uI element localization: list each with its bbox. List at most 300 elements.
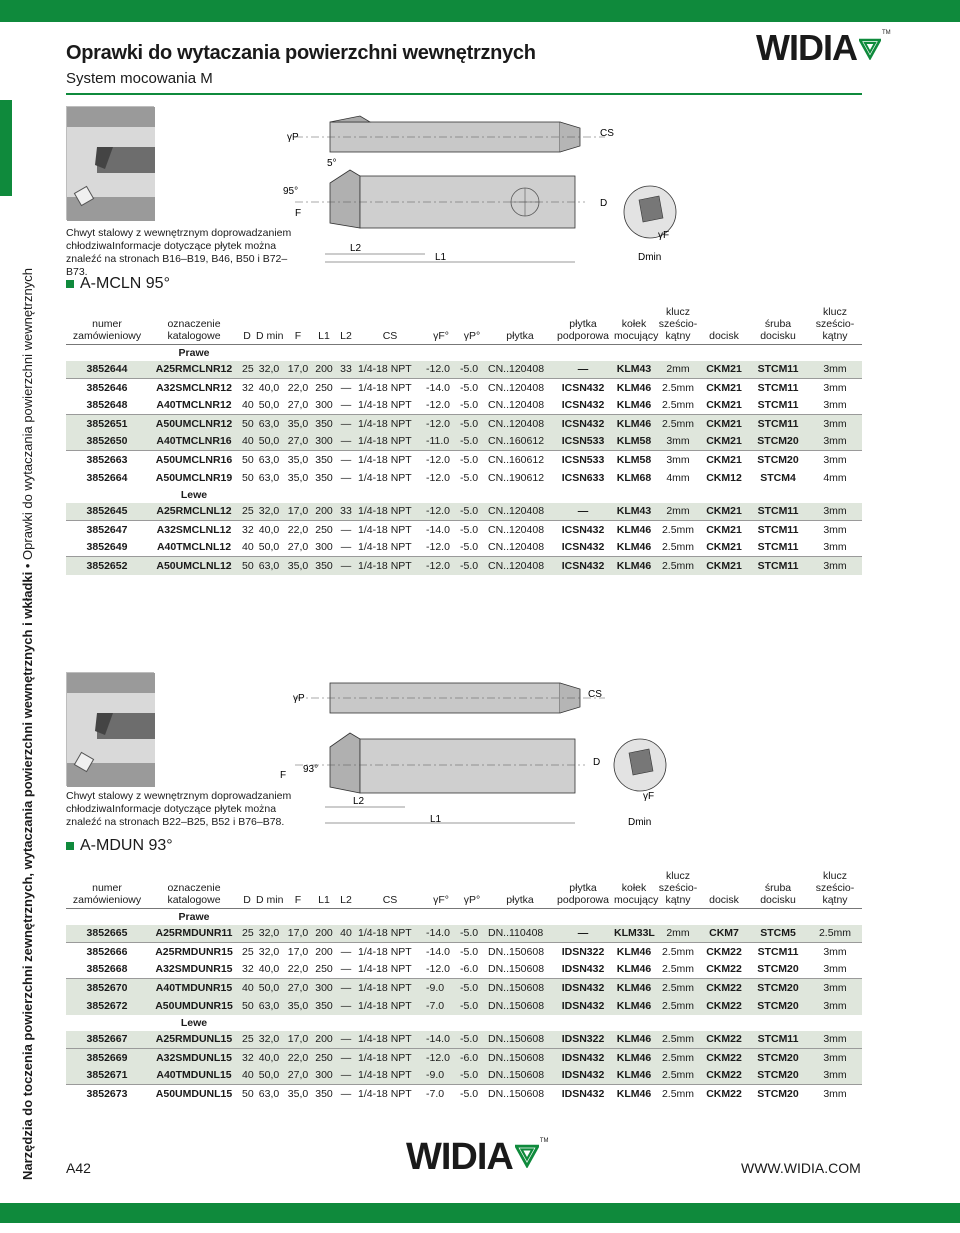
drawing2-l1-label: L1	[430, 814, 442, 825]
table-cell: DN..150608	[486, 943, 554, 961]
table-cell: 22,0	[287, 963, 309, 976]
column-header	[336, 870, 356, 909]
column-header-line: kołek	[621, 882, 647, 894]
table-cell: 1/4-18 NPT	[356, 521, 424, 539]
drawing1-dmin-label: Dmin	[638, 252, 662, 263]
column-header-line: F	[294, 894, 302, 906]
table-group-row	[66, 345, 862, 361]
table-cell: -12.0	[424, 361, 458, 379]
column-header-line: podporowa	[557, 330, 609, 342]
table-cell: STCM11	[748, 557, 808, 575]
table-cell: KLM46	[612, 1049, 656, 1067]
table-cell: 2.5mm	[656, 557, 700, 575]
table-cell: CKM21	[706, 541, 742, 554]
table-cell: KLM58	[612, 433, 656, 451]
table-cell: —	[336, 415, 356, 433]
table-cell: 3mm	[808, 979, 862, 997]
column-header-line: sześcio-	[815, 882, 855, 894]
section2-heading	[66, 837, 173, 855]
table-row	[66, 1049, 862, 1067]
table-row	[66, 397, 862, 415]
column-header-line: kołek	[621, 318, 647, 330]
column-header-line: kątny	[822, 330, 848, 342]
table-cell: -7.0	[424, 1085, 458, 1103]
table-cell: A25RMDUNL15	[148, 1031, 240, 1049]
table-cell: 1/4-18 NPT	[358, 471, 412, 484]
table-cell: CN..160612	[486, 433, 554, 451]
table-cell: IDSN432	[554, 1049, 612, 1067]
table-cell: 25	[240, 503, 254, 521]
table-cell: STCM11	[748, 943, 808, 961]
table-cell: 300	[312, 979, 336, 997]
table-cell: 3mm	[823, 541, 847, 554]
table-cell: CKM21	[700, 503, 748, 521]
table-cell: A32SMDUNL15	[148, 1049, 240, 1067]
table-cell: 3852646	[66, 379, 148, 397]
table-cell: CN..160612	[486, 451, 554, 469]
table-cell: 50,0	[254, 1067, 284, 1085]
table-cell: DN..150608	[488, 963, 545, 976]
column-header-line: śruba	[764, 318, 792, 330]
column-header	[424, 870, 458, 909]
table-cell: ICSN432	[561, 541, 605, 554]
table-cell: 350	[312, 997, 336, 1015]
drawing1-l1-label: L1	[435, 252, 447, 263]
column-header-line: kątny	[665, 330, 691, 342]
table-cell: IDSN322	[554, 1031, 612, 1049]
table-cell: -12.0	[424, 503, 458, 521]
drawing1-d-label: D	[600, 198, 608, 209]
table-cell: -5.0	[460, 471, 479, 484]
table-cell: -7.0	[424, 997, 458, 1015]
table-cell: —	[336, 1031, 356, 1049]
table-cell: DN..150608	[486, 1049, 554, 1067]
table-row	[66, 1031, 862, 1049]
table-cell: -9.0	[424, 1067, 458, 1085]
table-cell: STCM20	[748, 1067, 808, 1085]
table-cell: 3852650	[66, 433, 148, 451]
side-tab-marker	[0, 100, 12, 196]
column-header	[312, 306, 336, 345]
table-row	[66, 469, 862, 487]
column-header-line: L2	[340, 330, 352, 342]
table-cell: 35,0	[287, 471, 309, 484]
column-header	[148, 306, 240, 345]
table-cell: CKM22	[700, 997, 748, 1015]
table-cell: -5.0	[458, 1031, 486, 1049]
column-header-line: CS	[382, 330, 398, 342]
table-cell: -5.0	[458, 997, 486, 1015]
table-cell: 40	[242, 541, 254, 554]
column-header-line: płytka	[569, 882, 597, 894]
table-cell: 350	[315, 471, 333, 484]
table-cell: 27,0	[287, 541, 309, 554]
table-cell: CKM22	[700, 1049, 748, 1067]
table-cell: CN..120408	[486, 379, 554, 397]
table-cell: 50,0	[258, 399, 280, 412]
logo-trademark: TM	[539, 1138, 549, 1144]
table-group-row	[66, 909, 862, 925]
table-cell: 3mm	[808, 379, 862, 397]
column-header	[424, 306, 458, 345]
table-cell: —	[336, 557, 356, 575]
table-cell: A25RMDUNR15	[148, 943, 240, 961]
widia-mark-icon	[859, 38, 881, 60]
table-cell: 2.5mm	[656, 979, 700, 997]
table-cell: 40,0	[254, 1049, 284, 1067]
drawing1-angle5-label: 5°	[327, 158, 337, 169]
table-row	[66, 557, 862, 575]
table-cell: -12.0	[424, 1049, 458, 1067]
table-cell: CN..120408	[486, 557, 554, 575]
column-header	[458, 306, 486, 345]
table-cell: A40TMDUNR15	[148, 979, 240, 997]
table-cell: A40TMDUNL15	[148, 1067, 240, 1085]
column-header-line: płytka	[506, 330, 534, 342]
section1-technical-drawing	[275, 108, 685, 268]
table-cell: IDSN432	[561, 963, 605, 976]
column-header-line: γF°	[433, 330, 449, 342]
table-cell: —	[336, 997, 356, 1015]
column-header-line: docisk	[709, 330, 739, 342]
table-cell: 2.5mm	[661, 399, 695, 412]
table-cell: 2.5mm	[656, 415, 700, 433]
section1-tool-image	[66, 106, 154, 220]
column-header	[748, 306, 808, 345]
table-cell: 3852648	[86, 399, 128, 412]
column-header	[254, 870, 284, 909]
table-cell: CKM21	[700, 521, 748, 539]
table-group-row	[66, 1015, 862, 1031]
table-cell: CKM21	[700, 433, 748, 451]
group-label: Lewe	[180, 488, 208, 501]
table-cell: 35,0	[284, 997, 312, 1015]
table-cell: 63,0	[254, 1085, 284, 1103]
table-cell: -5.0	[458, 925, 486, 943]
table-row	[66, 415, 862, 433]
table-cell: 32,0	[254, 361, 284, 379]
table-cell: 200	[312, 503, 336, 521]
column-header	[240, 306, 254, 345]
group-spacer	[240, 1015, 862, 1031]
table-cell: 40,0	[254, 521, 284, 539]
table-row	[66, 361, 862, 379]
table-cell: 350	[312, 557, 336, 575]
table-group-row	[66, 487, 862, 503]
column-header-line: katalogowe	[167, 330, 221, 342]
column-header	[554, 306, 612, 345]
table-cell: 3mm	[808, 521, 862, 539]
section2-spec-table	[66, 870, 862, 1103]
column-header	[612, 870, 659, 909]
table-cell: A32SMCLNR12	[148, 379, 240, 397]
table-cell: 2.5mm	[656, 1067, 700, 1085]
table-cell: -6.0	[460, 963, 479, 976]
table-cell: 1/4-18 NPT	[356, 943, 424, 961]
table-cell: 63,0	[258, 471, 280, 484]
table-cell: -9.0	[424, 979, 458, 997]
table-cell: STCM4	[760, 471, 796, 484]
table-cell: IDSN322	[554, 943, 612, 961]
table-cell: KLM46	[616, 963, 652, 976]
group-spacer	[66, 909, 148, 925]
table-cell: CKM21	[706, 399, 742, 412]
drawing2-gp-label: γP	[293, 693, 305, 704]
table-cell: 1/4-18 NPT	[356, 1067, 424, 1085]
table-cell: 1/4-18 NPT	[356, 997, 424, 1015]
column-header	[656, 870, 700, 909]
table-cell: A50UMDUNL15	[148, 1085, 240, 1103]
column-header-line: płytka	[569, 318, 597, 330]
table-cell: 1/4-18 NPT	[356, 503, 424, 521]
table-cell: DN..110408	[486, 925, 554, 943]
table-header-row	[66, 870, 862, 909]
table-cell: A25RMCLNR12	[148, 361, 240, 379]
table-cell: STCM20	[748, 433, 808, 451]
drawing2-f-label: F	[280, 770, 287, 781]
table-cell: 35,0	[284, 451, 312, 469]
column-header-line: L2	[340, 894, 352, 906]
table-cell: 40,0	[254, 379, 284, 397]
side-label-subcategory: Oprawki do wytaczania powierzchni wewnętrznych	[20, 268, 35, 560]
table-cell: STCM11	[757, 541, 799, 554]
table-cell: -12.0	[424, 451, 458, 469]
drawing2-d-label: D	[593, 757, 601, 768]
heading-bullet-icon	[66, 280, 74, 288]
table-cell: 25	[240, 943, 254, 961]
table-cell: —	[336, 521, 356, 539]
table-cell: 3mm	[656, 433, 700, 451]
side-label-category: Narzędzia do toczenia powierzchni zewnętrznych, wytaczania powierzchni wewnętrznych i wkładki	[20, 571, 35, 1180]
table-cell: 50	[240, 1085, 254, 1103]
table-cell: 2mm	[656, 503, 700, 521]
column-header	[486, 870, 554, 909]
table-cell: —	[554, 925, 612, 943]
table-cell: IDSN432	[554, 1067, 612, 1085]
column-header-line: sześcio-	[815, 318, 855, 330]
table-cell: 3mm	[808, 503, 862, 521]
column-header-line: klucz	[823, 870, 847, 882]
table-cell: -12.0	[424, 557, 458, 575]
column-header	[254, 306, 284, 345]
table-cell: 1/4-18 NPT	[358, 963, 412, 976]
column-header-line: L1	[318, 330, 330, 342]
table-cell: A40TMCLNL12	[156, 541, 232, 554]
table-row	[66, 997, 862, 1015]
table-cell: 200	[312, 361, 336, 379]
table-cell: 3852649	[86, 541, 128, 554]
table-cell: 200	[312, 925, 336, 943]
column-header-line: oznaczenie	[167, 882, 221, 894]
table-cell: 32	[240, 379, 254, 397]
table-cell: 200	[312, 943, 336, 961]
table-cell: A50UMDUNR15	[148, 997, 240, 1015]
table-cell: KLM58	[612, 451, 656, 469]
table-cell: IDSN432	[554, 979, 612, 997]
column-header	[486, 306, 554, 345]
column-header	[284, 870, 312, 909]
table-cell: KLM43	[612, 361, 656, 379]
table-cell: 17,0	[284, 925, 312, 943]
table-cell: STCM20	[748, 979, 808, 997]
table-cell: 300	[315, 399, 333, 412]
table-cell: 200	[312, 1031, 336, 1049]
table-row	[66, 979, 862, 997]
table-cell: 2.5mm	[656, 997, 700, 1015]
table-cell: CKM21	[700, 451, 748, 469]
table-cell: 35,0	[284, 415, 312, 433]
table-cell: 33	[336, 503, 356, 521]
column-header-line: zamówieniowy	[72, 894, 142, 906]
table-cell: KLM46	[612, 943, 656, 961]
column-header	[66, 870, 148, 909]
table-cell: KLM46	[612, 1031, 656, 1049]
table-cell: 40	[336, 925, 356, 943]
table-cell: 3852673	[66, 1085, 148, 1103]
drawing2-angle93-label: 93°	[303, 764, 319, 775]
column-header	[700, 306, 748, 345]
table-row	[66, 451, 862, 469]
table-cell: -5.0	[460, 541, 479, 554]
table-cell: KLM43	[612, 503, 656, 521]
table-cell: -12.0	[426, 963, 450, 976]
table-cell: 2mm	[656, 925, 700, 943]
table-cell: 3852644	[66, 361, 148, 379]
column-header-line: F	[294, 330, 302, 342]
table-cell: CN..190612	[488, 471, 545, 484]
table-cell: CN..120408	[488, 541, 545, 554]
table-cell: CKM22	[700, 1031, 748, 1049]
table-cell: -14.0	[424, 521, 458, 539]
table-cell: -5.0	[458, 1067, 486, 1085]
table-cell: CN..120408	[486, 503, 554, 521]
table-cell: 32,0	[254, 943, 284, 961]
column-header-line: zamówieniowy	[72, 330, 142, 342]
column-header-line: płytka	[506, 894, 534, 906]
table-cell: 25	[240, 1031, 254, 1049]
table-cell: 2.5mm	[656, 943, 700, 961]
table-cell: 350	[312, 1085, 336, 1103]
table-cell: A40TMCLNR12	[156, 399, 232, 412]
table-cell: CKM22	[700, 1067, 748, 1085]
section2-note: Chwyt stalowy z wewnętrznym doprowadzaniem chłodziwaInformacje dotyczące płytek można znaleźć na stronach B22–B25, B52 i B76–B78.	[66, 790, 292, 828]
table-cell: 3mm	[808, 1067, 862, 1085]
drawing1-gf-label: γF	[658, 230, 670, 241]
table-cell: ICSN432	[554, 557, 612, 575]
table-cell: -5.0	[458, 415, 486, 433]
table-cell: KLM33L	[612, 925, 656, 943]
table-cell: -6.0	[458, 1049, 486, 1067]
table-cell: 25	[240, 361, 254, 379]
table-cell: DN..150608	[486, 997, 554, 1015]
table-cell: 3852669	[66, 1049, 148, 1067]
table-cell: STCM20	[748, 997, 808, 1015]
table-cell: 3mm	[656, 451, 700, 469]
table-cell: 22,0	[284, 1049, 312, 1067]
table-row	[66, 1085, 862, 1103]
table-row	[66, 433, 862, 451]
table-cell: A25RMDUNR11	[148, 925, 240, 943]
table-cell: 50	[240, 451, 254, 469]
column-header	[612, 306, 659, 345]
table-cell: -5.0	[458, 361, 486, 379]
table-cell: 17,0	[284, 361, 312, 379]
table-cell: 3mm	[808, 943, 862, 961]
column-header-line: γP°	[463, 330, 481, 342]
table-cell: STCM11	[757, 399, 799, 412]
table-cell: 27,0	[284, 1067, 312, 1085]
page-number: A42	[66, 1160, 91, 1176]
drawing1-gp-label: γP	[287, 132, 299, 143]
table-cell: IDSN432	[554, 997, 612, 1015]
table-cell: —	[554, 361, 612, 379]
table-cell: KLM68	[616, 471, 652, 484]
table-cell: 3mm	[808, 451, 862, 469]
drawing1-cs-label: CS	[600, 128, 614, 139]
table-cell: STCM11	[748, 503, 808, 521]
table-row	[66, 961, 862, 979]
table-cell: 1/4-18 NPT	[356, 1049, 424, 1067]
table-cell: CKM22	[706, 963, 742, 976]
table-cell: 1/4-18 NPT	[356, 451, 424, 469]
group-spacer	[66, 487, 148, 503]
table-cell: CKM22	[700, 943, 748, 961]
column-header-line: oznaczenie	[167, 318, 221, 330]
table-cell: ICSN533	[554, 433, 612, 451]
table-cell: DN..150608	[486, 979, 554, 997]
table-cell: 17,0	[284, 943, 312, 961]
group-spacer	[66, 345, 148, 361]
group-spacer	[240, 909, 862, 925]
table-cell: 32	[240, 521, 254, 539]
table-cell: 250	[312, 521, 336, 539]
table-cell: CKM21	[700, 361, 748, 379]
table-cell: 40	[240, 979, 254, 997]
table-cell: 300	[312, 1067, 336, 1085]
table-cell: 1/4-18 NPT	[356, 361, 424, 379]
table-cell: 250	[312, 379, 336, 397]
column-header	[312, 870, 336, 909]
table-cell: A50UMCLNR16	[148, 451, 240, 469]
column-header	[748, 870, 808, 909]
table-cell: 1/4-18 NPT	[356, 415, 424, 433]
table-cell: —	[340, 541, 352, 554]
table-cell: 2.5mm	[808, 925, 862, 943]
drawing2-cs-label: CS	[588, 689, 602, 700]
table-cell: 3852668	[86, 963, 128, 976]
table-cell: CKM22	[700, 1085, 748, 1103]
table-cell: STCM11	[748, 521, 808, 539]
section2-technical-drawing	[275, 675, 685, 835]
column-header-line: docisku	[760, 894, 796, 906]
column-header-line: γF°	[433, 894, 449, 906]
table-cell: CKM22	[700, 979, 748, 997]
table-cell: 2.5mm	[661, 541, 695, 554]
column-header-line: podporowa	[557, 894, 609, 906]
table-cell: 3852671	[66, 1067, 148, 1085]
table-cell: 1/4-18 NPT	[356, 979, 424, 997]
page-title: Oprawki do wytaczania powierzchni wewnętrznych	[66, 42, 536, 64]
table-cell: DN..150608	[486, 1067, 554, 1085]
table-cell: ICSN533	[554, 451, 612, 469]
table-row	[66, 943, 862, 961]
table-cell: 3852670	[66, 979, 148, 997]
table-cell: 3mm	[808, 433, 862, 451]
table-cell: A32SMDUNR15	[155, 963, 233, 976]
website-link[interactable]: WWW.WIDIA.COM	[741, 1160, 861, 1176]
section1-title: A-MCLN 95°	[80, 275, 170, 292]
table-cell: STCM11	[748, 361, 808, 379]
